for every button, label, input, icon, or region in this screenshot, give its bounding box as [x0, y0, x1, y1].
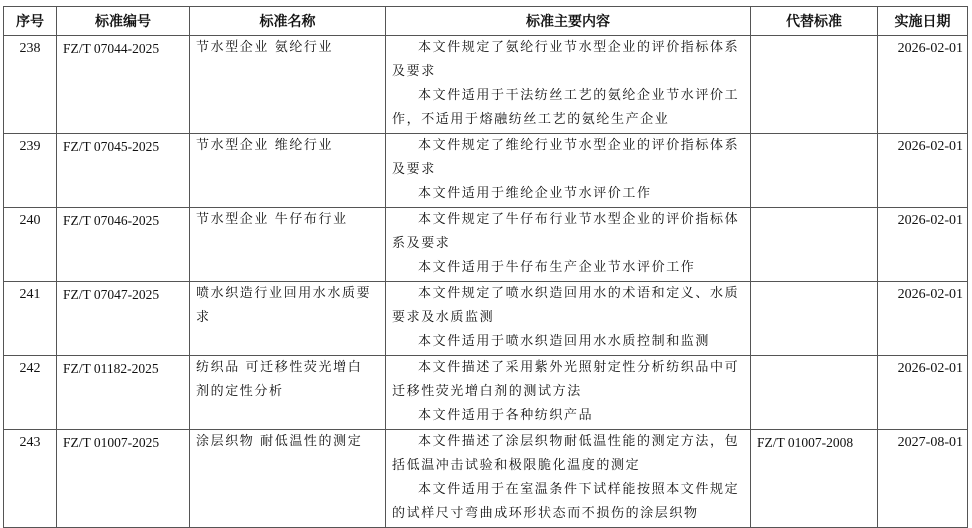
row-content: [386, 208, 751, 282]
row-no: 238: [4, 36, 57, 134]
row-no: 242: [4, 356, 57, 430]
standards-table-container: [3, 6, 968, 528]
table-row: [4, 208, 968, 282]
row-name: 喷水织造行业回用水水质要求: [190, 282, 386, 356]
header-content: 标准主要内容: [386, 7, 751, 36]
content-para: 本文件适用于干法纺丝工艺的氨纶企业节水评价工作，不适用于熔融纺丝工艺的氨纶生产企业: [392, 88, 740, 127]
row-code: FZ/T 07044-2025: [57, 36, 190, 134]
row-no: 240: [4, 208, 57, 282]
table-row: [4, 134, 968, 208]
row-content: [386, 36, 751, 134]
content-para: 本文件适用于喷水织造回用水水质控制和监测: [418, 334, 711, 349]
row-replaces: [751, 208, 878, 282]
row-content: [386, 282, 751, 356]
row-name: 节水型企业 氨纶行业: [190, 36, 386, 134]
header-code: 标准编号: [57, 7, 190, 36]
content-para: 本文件规定了喷水织造回用水的术语和定义、水质要求及水质监测: [392, 286, 740, 325]
row-name: 纺织品 可迁移性荧光增白剂的定性分析: [190, 356, 386, 430]
row-date: 2026-02-01: [878, 282, 968, 356]
content-para: 本文件适用于各种纺织产品: [418, 408, 594, 423]
content-para: 本文件适用于在室温条件下试样能按照本文件规定的试样尺寸弯曲成环形状态而不损伤的涂层织物: [392, 482, 740, 521]
row-content: [386, 430, 751, 528]
row-code: FZ/T 07047-2025: [57, 282, 190, 356]
table-row: [4, 430, 968, 528]
row-replaces: [751, 282, 878, 356]
standards-table: [3, 6, 968, 528]
content-para: 本文件规定了氨纶行业节水型企业的评价指标体系及要求: [392, 40, 740, 79]
content-para: 本文件适用于牛仔布生产企业节水评价工作: [418, 260, 696, 275]
row-date: 2026-02-01: [878, 36, 968, 134]
content-para: 本文件描述了涂层织物耐低温性能的测定方法，包括低温冲击试验和极限脆化温度的测定: [392, 434, 740, 473]
row-name: 节水型企业 牛仔布行业: [190, 208, 386, 282]
row-replaces: [751, 36, 878, 134]
row-code: FZ/T 07045-2025: [57, 134, 190, 208]
row-no: 243: [4, 430, 57, 528]
table-row: [4, 356, 968, 430]
table-header-row: [4, 7, 968, 36]
row-code: FZ/T 01007-2025: [57, 430, 190, 528]
content-para: 本文件规定了牛仔布行业节水型企业的评价指标体系及要求: [392, 212, 740, 251]
header-date: 实施日期: [878, 7, 968, 36]
table-row: [4, 36, 968, 134]
content-para: 本文件规定了维纶行业节水型企业的评价指标体系及要求: [392, 138, 740, 177]
row-replaces: FZ/T 01007-2008: [751, 430, 878, 528]
row-name: 涂层织物 耐低温性的测定: [190, 430, 386, 528]
row-date: 2026-02-01: [878, 134, 968, 208]
row-no: 241: [4, 282, 57, 356]
header-name: 标准名称: [190, 7, 386, 36]
row-no: 239: [4, 134, 57, 208]
row-content: [386, 134, 751, 208]
header-replaces: 代替标准: [751, 7, 878, 36]
content-para: 本文件描述了采用紫外光照射定性分析纺织品中可迁移性荧光增白剂的测试方法: [392, 360, 740, 399]
row-content: [386, 356, 751, 430]
row-date: 2026-02-01: [878, 208, 968, 282]
row-code: FZ/T 07046-2025: [57, 208, 190, 282]
row-replaces: [751, 134, 878, 208]
header-no: 序号: [4, 7, 57, 36]
content-para: 本文件适用于维纶企业节水评价工作: [418, 186, 652, 201]
row-code: FZ/T 01182-2025: [57, 356, 190, 430]
row-date: 2027-08-01: [878, 430, 968, 528]
row-date: 2026-02-01: [878, 356, 968, 430]
row-replaces: [751, 356, 878, 430]
row-name: 节水型企业 维纶行业: [190, 134, 386, 208]
table-row: [4, 282, 968, 356]
